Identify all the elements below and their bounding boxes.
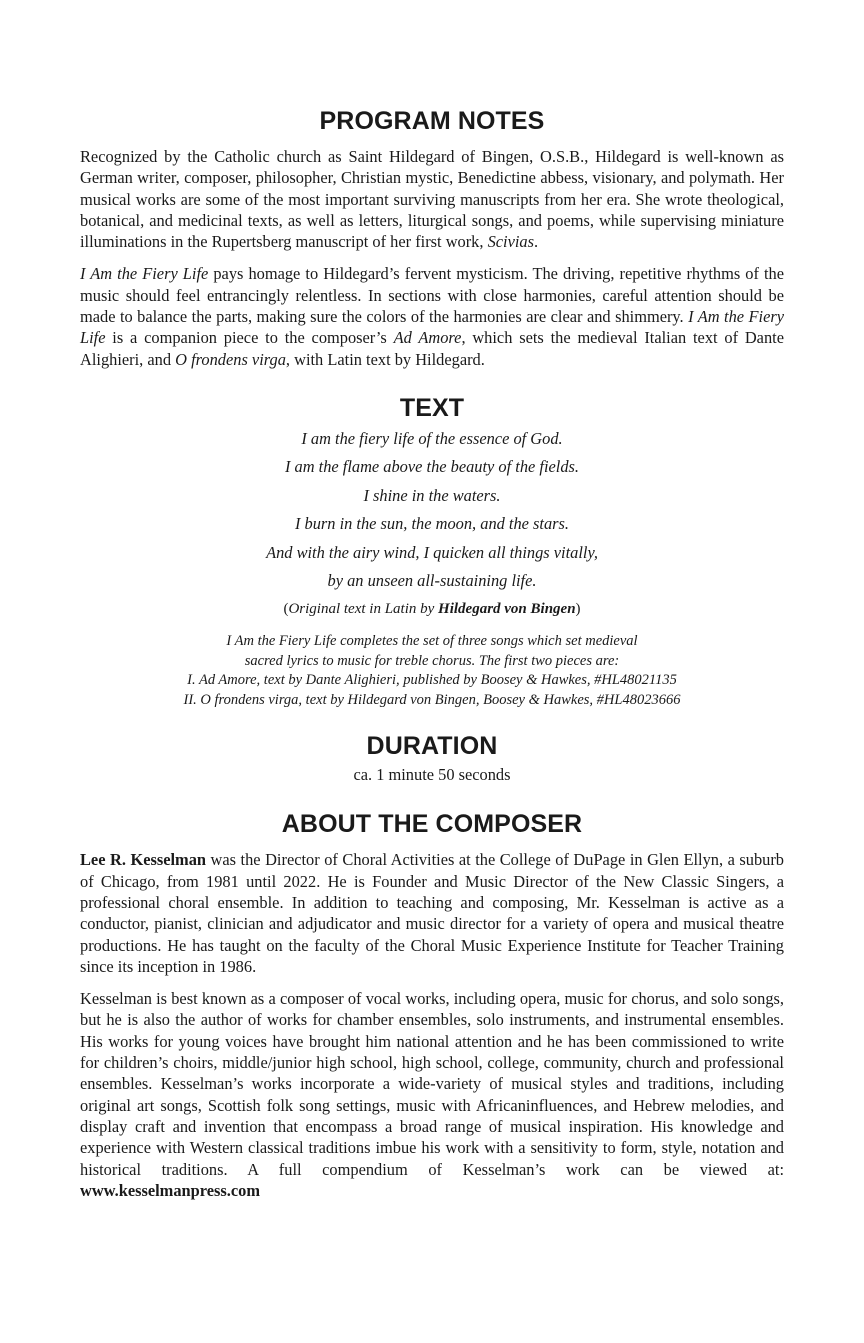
set-note-line: I Am the Fiery Life completes the set of three songs which set medieval [226,633,638,650]
verse-line: by an unseen all-sustaining life. [327,571,537,590]
credit-close: ) [575,601,581,618]
work-title-fiery-life: I Am the Fiery Life [80,307,784,348]
work-title-ad-amore: Ad Amore [393,328,462,348]
verse-line: And with the airy wind, I quicken all things vitally, [266,542,598,562]
credit-open: ( [283,601,289,618]
program-notes-heading: PROGRAM NOTES [319,107,545,135]
verse-line: I am the flame above the beauty of the fields. [284,457,580,477]
verse-line: I shine in the waters. [363,485,501,505]
credit-prefix: Original text in Latin by [288,601,439,618]
duration-heading: DURATION [366,732,498,761]
page [80,0,784,1201]
set-note-line: sacred lyrics to music for treble chorus. The first two pieces are: [244,652,620,669]
credit-name: Hildegard von Bingen [438,601,576,618]
work-title-o-frondens-virga: O frondens virga [175,349,286,369]
text-credit [80,595,784,623]
about-composer-heading: ABOUT THE COMPOSER [281,810,583,839]
composer-p2-text: Kesselman is best known as a composer of vocal works, including opera, music for chorus, and solo songs, but he is also the author of works for chamber ensembles, solo instruments, and instrumental ensembles. His works for young voices have brought him national attention and he has been commissioned to write for children’s choirs, middle/junior high school, high school, college, community, church and professional ensembles. Kesselman’s works incorporate a wide-variety of musical styles and traditions, including original art songs, Scottish folk song settings, music with Africaninfluences, and Hebrew melodies, and display craft and invention that encompass a broad range of musical inspiration. His knowledge and experience with Western classical traditions imbue his work with a sensitivity to form, style, notation and historical traditions. A full compendium of Kesselman’s work can be viewed at: [80,989,784,1179]
p2-text-b: is a companion piece to the composer’s [105,328,394,348]
work-title-fiery-life: I Am the Fiery Life [80,264,209,284]
set-note [80,632,784,710]
verse-line: I burn in the sun, the moon, and the stars. [294,514,570,534]
composer-paragraph-2 [80,988,784,1201]
duration-value: ca. 1 minute 50 seconds [353,765,511,785]
work-title-scivias: Scivias [487,232,535,252]
p1-text: Recognized by the Catholic church as Saint Hildegard of Bingen, O.S.B., Hildegard is well-known as German writer, composer, philosopher, Christian mystic, Benedictine abbess, visionary, and polymath. Her musical works are some of the most important surviving manuscripts from her era. She wrote theological, botanical, and medicinal texts, as well as letters, liturgical songs, and poems, while supervising miniature illuminations in the Rupertsberg manuscript of her first work, [80,147,784,252]
p2-text-d: , with Latin text by Hildegard. [285,349,485,369]
p1-end: . [534,232,539,252]
composer-website-link[interactable]: www.kesselmanpress.com [80,1180,260,1200]
program-notes-paragraph-1 [80,146,784,252]
p2-text-c: , which sets the medieval Italian text of Dante Alighieri, and [80,328,784,369]
composer-paragraph-1 [80,849,784,977]
verse [80,425,784,623]
p2-text-a: pays homage to Hildegard’s fervent mysticism. The driving, repetitive rhythms of the music should feel entrancingly relentless. In sections with close harmonies, careful attention should be made to balance the parts, making sure the colors of the harmonies are clear and shimmery. [80,264,784,327]
program-notes-paragraph-2 [80,263,784,369]
composer-name: Lee R. Kesselman [80,850,207,870]
set-note-line: I. Ad Amore, text by Dante Alighieri, published by Boosey & Hawkes, #HL48021135 [187,672,677,689]
text-heading: TEXT [399,393,465,422]
composer-p1-text: was the Director of Choral Activities at the College of DuPage in Glen Ellyn, a suburb of Chicago, from 1981 until 2022. He is Founder and Music Director of the New Classic Singers, a professional choral ensemble. In addition to teaching and composing, Mr. Kesselman is active as a conductor, pianist, clinician and adjudicator and music director for a variety of opera and musical theatre productions. He has taught on the faculty of the Choral Music Experience Institute for Teacher Training since its inception in 1986. [80,850,785,976]
verse-line: I am the fiery life of the essence of God. [301,428,563,448]
set-note-line: II. O frondens virga, text by Hildegard von Bingen, Boosey & Hawkes, #HL48023666 [183,691,681,708]
